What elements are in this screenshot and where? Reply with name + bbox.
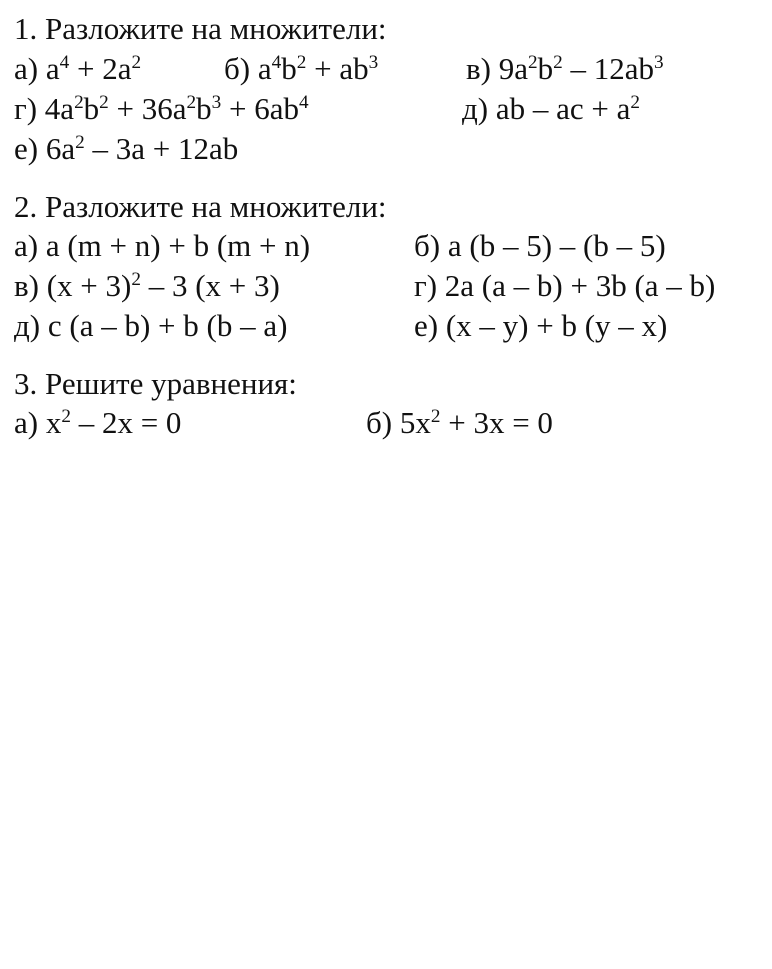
task3-row-1	[14, 403, 764, 443]
task1-heading	[14, 9, 387, 49]
task1-item-v: в) $9a^2b^2 - 12ab^3$	[466, 51, 664, 86]
task3-item-a: а) $x^2 - 2x = 0$	[14, 405, 182, 440]
task2-heading	[14, 187, 387, 227]
task1-row-1	[14, 49, 764, 89]
task2-row-1	[14, 226, 764, 266]
task1-row-3	[14, 129, 764, 169]
task3-item-b: б) $5x^2 + 3x = 0$	[366, 405, 553, 440]
task2-item-v: в) $(x + 3)^2 - 3$ (x + 3)	[14, 268, 280, 303]
task1-item-e: е) $6a^2 - 3a + 12ab$	[14, 131, 239, 166]
task1-item-a: а) $a^4 + 2a^2$	[14, 51, 142, 86]
task2-item-b: б) a (b – 5) – (b – 5)	[414, 228, 666, 263]
task3-heading-text: 3. Решите уравнения:	[14, 366, 297, 401]
task1-item-g: г) $4a^2b^2 + 36a^2b^3 + 6ab^4$	[14, 91, 309, 126]
task2-item-a: а) a (m + n) + b (m + n)	[14, 228, 311, 263]
task2-heading-text: 2. Разложите на множители:	[14, 189, 387, 224]
task1-item-b: б) $a^4b^2 + ab^3$	[224, 51, 379, 86]
task2-item-g: г) 2a (a – b) + 3b (a – b)	[414, 268, 716, 303]
task2-item-d: д) c (a – b) + b (b – a)	[14, 308, 288, 343]
task1-row-2	[14, 89, 764, 129]
task1-item-d: д) ab – ac + $a^2$	[462, 91, 640, 126]
task2-row-3	[14, 306, 764, 346]
task2-row-2	[14, 266, 764, 306]
task2-item-e: е) (x – y) + b (y – x)	[414, 308, 668, 343]
task1-heading-text: 1. Разложите на множители:	[14, 11, 387, 46]
task3-heading	[14, 364, 297, 404]
